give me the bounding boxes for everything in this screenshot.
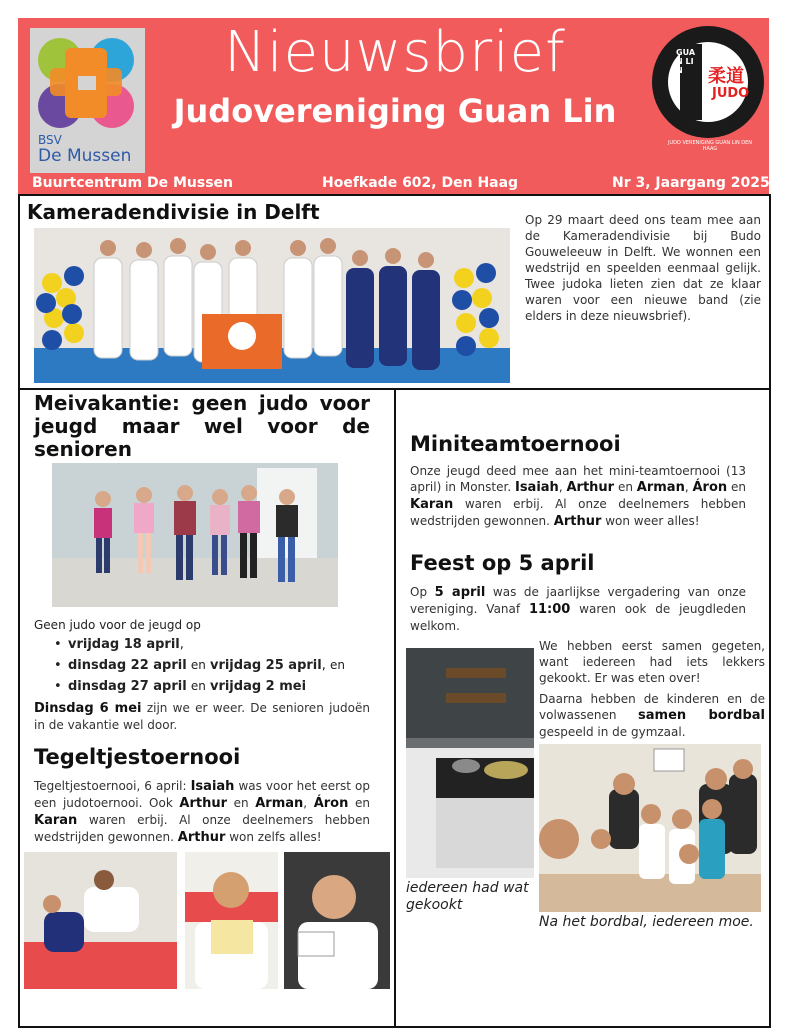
diploma-boy-photo <box>284 852 390 989</box>
vacation-dates-list <box>50 634 390 697</box>
gym-caption: Na het bordbal, iedereen moe. <box>539 914 754 930</box>
footer-address: Hoefkade 602, Den Haag <box>322 175 519 191</box>
list-item: • vrijdag 18 april, <box>50 634 390 655</box>
kitchen-photo <box>406 648 534 878</box>
list-item: • dinsdag 22 april en vrijdag 25 april, en <box>50 655 390 676</box>
feest-text-bordbal: Daarna hebben de kinderen en de volwassenen samen bordbal gespeeld in de gymzaal. <box>539 692 765 739</box>
kitchen-caption: iedereen had wat gekookt <box>406 880 529 913</box>
miniteamtoernooi-heading: Miniteamtoernooi <box>410 432 621 456</box>
tegeltjestoernooi-text: Tegeltjestoernooi, 6 april: Isaiah was voor het eerst op een judotoernooi. Ook Arthur en Arman, Áron en Karan waren erbij. Al onze deelnemers hebben wedstrijden gewonnen. Arthur won zelfs alles! <box>34 779 370 845</box>
footer-issue: Nr 3, Jaargang 2025 <box>612 175 770 191</box>
judo-match-photo <box>24 852 177 989</box>
logo-word: JUDO <box>712 86 750 101</box>
team-photo <box>34 228 510 383</box>
newsletter-title: Nieuwsbrief <box>224 20 566 85</box>
logo-ring-text: JUDO VERENIGING GUAN LIN DEN HAAG <box>667 140 753 152</box>
logo-letters: GUAN LIN <box>676 48 696 75</box>
list-item: • dinsdag 27 april en vrijdag 2 mei <box>50 676 390 697</box>
left-logo-line1: BSV <box>38 133 62 147</box>
kameradendivisie-heading: Kameradendivisie in Delft <box>27 200 320 224</box>
no-judo-intro: Geen judo voor de jeugd op <box>34 618 201 632</box>
logo-chinese: 柔道 <box>708 66 744 87</box>
meivakantie-heading: Meivakantie: geen judo voor jeugd maar wel voor de senioren <box>34 391 370 461</box>
footer-location: Buurtcentrum De Mussen <box>32 175 234 191</box>
feest-text-eating: We hebben eerst samen gegeten, want iedereen had iets lekkers gekookt. Er was eten over! <box>539 639 765 685</box>
miniteamtoernooi-text: Onze jeugd deed mee aan het mini-teamtoernooi (13 april) in Monster. Isaiah, Arthur en Arman, Áron en Karan waren erbij. Al onze deelnemers hebben wedstrijden gewonnen. Arthur won weer alles! <box>410 464 746 529</box>
children-running-photo <box>52 463 338 607</box>
newsletter-subtitle: Judovereniging Guan Lin <box>173 92 617 130</box>
gym-group-photo <box>539 744 761 912</box>
left-logo-line2: De Mussen <box>38 146 132 166</box>
tegeltjestoernooi-heading: Tegeltjestoernooi <box>34 745 241 769</box>
certificate-boy-photo <box>185 852 278 989</box>
resume-text: Dinsdag 6 mei zijn we er weer. De senioren judoën in de vakantie wel door. <box>34 701 370 732</box>
kameradendivisie-text: Op 29 maart deed ons team mee aan de Kameradendivisie bij Budo Gouweleeuw in Delft. We wonnen een wedstrijd en speelden eenmaal gelijk. Twee judoka lieten zien dat ze klaar waren voor een nieuwe band (zie elders in deze nieuwsbrief). <box>525 213 761 323</box>
feest-heading: Feest op 5 april <box>410 551 595 575</box>
feest-text: Op 5 april was de jaarlijkse vergadering van onze vereniging. Vanaf 11:00 waren ook de jeugdleden welkom. <box>410 585 746 633</box>
